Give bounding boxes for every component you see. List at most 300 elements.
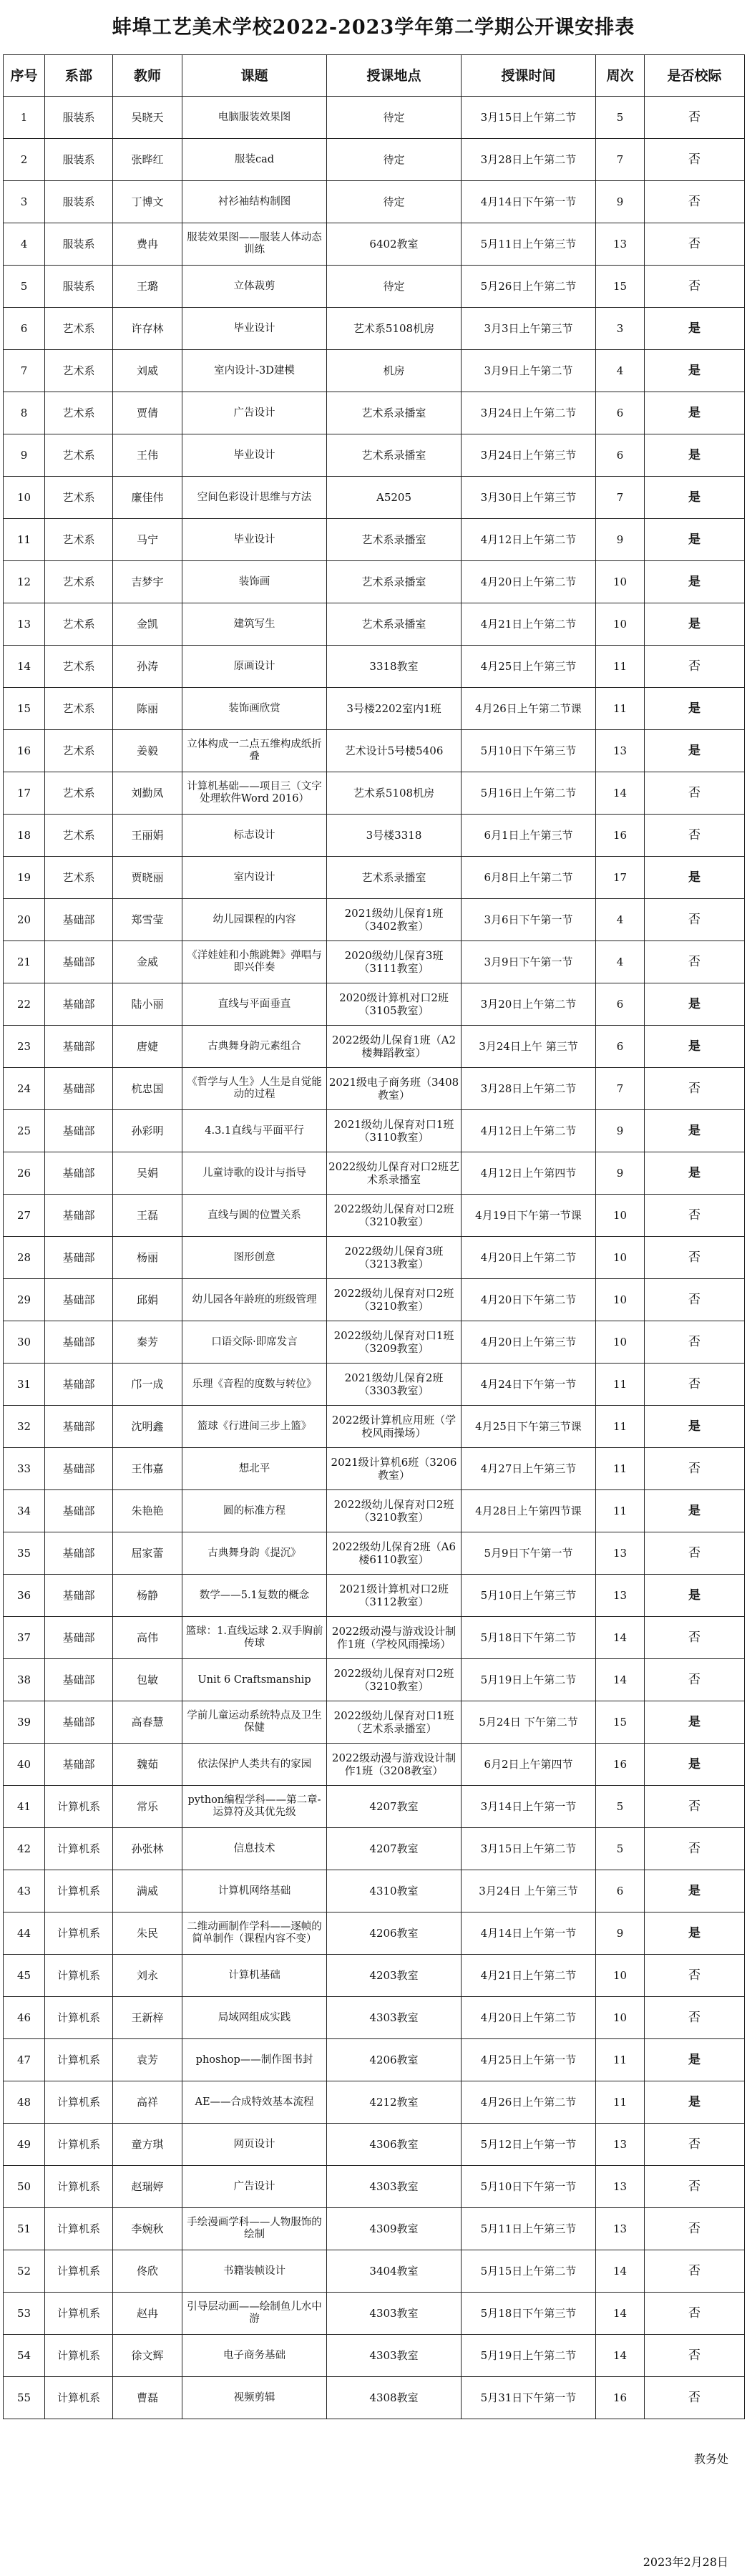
cell-teacher: 陈丽 [113, 688, 182, 730]
header-location: 授课地点 [327, 55, 462, 97]
cell-no: 36 [4, 1575, 45, 1617]
cell-week: 11 [596, 646, 645, 688]
cell-no: 32 [4, 1406, 45, 1448]
cell-location: 待定 [327, 181, 462, 223]
cell-no: 30 [4, 1321, 45, 1364]
cell-dept: 服装系 [45, 223, 113, 266]
cell-week: 14 [596, 2293, 645, 2335]
cell-teacher: 曹磊 [113, 2377, 182, 2419]
cell-time: 3月20日上午第二节 [462, 983, 596, 1026]
table-row [4, 97, 745, 139]
table-row [4, 2335, 745, 2377]
cell-location: 艺术系录播室 [327, 519, 462, 561]
cell-remote: 否 [645, 97, 745, 139]
cell-dept: 计算机系 [45, 1912, 113, 1955]
cell-teacher: 秦芳 [113, 1321, 182, 1364]
cell-week: 4 [596, 899, 645, 941]
cell-course: 儿童诗歌的设计与指导 [182, 1152, 327, 1195]
cell-week: 10 [596, 1279, 645, 1321]
cell-time: 5月19日上午第二节 [462, 1659, 596, 1701]
cell-location: 2022级幼儿保育对口1班（3209教室） [327, 1321, 462, 1364]
issue-date: 2023年2月28日 [643, 2555, 728, 2569]
cell-location: 3318教室 [327, 646, 462, 688]
cell-time: 5月11日上午第三节 [462, 2208, 596, 2250]
cell-no: 47 [4, 2039, 45, 2081]
cell-time: 3月28日上午第二节 [462, 1068, 596, 1110]
cell-course: 电脑服装效果图 [182, 97, 327, 139]
cell-location: 2022级幼儿保育对口2班（3210教室） [327, 1659, 462, 1701]
cell-dept: 基础部 [45, 1237, 113, 1279]
table-row [4, 1068, 745, 1110]
cell-dept: 计算机系 [45, 2124, 113, 2166]
cell-week: 6 [596, 1026, 645, 1068]
table-row [4, 2250, 745, 2293]
cell-no: 14 [4, 646, 45, 688]
cell-time: 3月9日上午第二节 [462, 350, 596, 392]
cell-no: 20 [4, 899, 45, 941]
cell-teacher: 王新梓 [113, 1997, 182, 2039]
cell-dept: 基础部 [45, 1279, 113, 1321]
cell-location: 待定 [327, 139, 462, 181]
cell-teacher: 金威 [113, 941, 182, 983]
cell-no: 42 [4, 1828, 45, 1870]
table-row [4, 1364, 745, 1406]
cell-remote: 否 [645, 223, 745, 266]
cell-no: 25 [4, 1110, 45, 1152]
table-row [4, 1828, 745, 1870]
cell-course: 圆的标准方程 [182, 1490, 327, 1532]
cell-course: 空间色彩设计思维与方法 [182, 477, 327, 519]
cell-course: 装饰画 [182, 561, 327, 603]
cell-dept: 基础部 [45, 1701, 113, 1744]
cell-dept: 基础部 [45, 1490, 113, 1532]
cell-week: 6 [596, 983, 645, 1026]
cell-remote: 是 [645, 308, 745, 350]
cell-week: 4 [596, 941, 645, 983]
cell-location: 2022级幼儿保育对口2班（3210教室） [327, 1279, 462, 1321]
cell-course: 标志设计 [182, 815, 327, 857]
cell-time: 5月19日上午第二节 [462, 2335, 596, 2377]
cell-dept: 计算机系 [45, 2377, 113, 2419]
cell-time: 5月12日上午第一节 [462, 2124, 596, 2166]
cell-week: 9 [596, 1152, 645, 1195]
cell-course: 室内设计 [182, 857, 327, 899]
cell-location: 2021级幼儿保育1班（3402教室） [327, 899, 462, 941]
cell-no: 40 [4, 1744, 45, 1786]
cell-teacher: 魏茹 [113, 1744, 182, 1786]
cell-time: 5月11日上午第三节 [462, 223, 596, 266]
cell-course: 《洋娃娃和小熊跳舞》弹唱与即兴伴奏 [182, 941, 327, 983]
cell-teacher: 贾晓丽 [113, 857, 182, 899]
cell-dept: 服装系 [45, 181, 113, 223]
cell-time: 4月28日上午第四节课 [462, 1490, 596, 1532]
cell-week: 13 [596, 2208, 645, 2250]
cell-teacher: 马宁 [113, 519, 182, 561]
cell-time: 4月25日下午第三节课 [462, 1406, 596, 1448]
cell-location: 2022级计算机应用班（学校风雨操场） [327, 1406, 462, 1448]
table-body [4, 97, 745, 2419]
cell-dept: 艺术系 [45, 646, 113, 688]
cell-week: 7 [596, 477, 645, 519]
cell-teacher: 徐文辉 [113, 2335, 182, 2377]
table-row [4, 223, 745, 266]
table-row [4, 2039, 745, 2081]
cell-course: 二维动画制作学科——逐帧的简单制作（课程内容不变） [182, 1912, 327, 1955]
table-row [4, 983, 745, 1026]
cell-dept: 艺术系 [45, 434, 113, 477]
cell-week: 9 [596, 519, 645, 561]
cell-remote: 否 [645, 646, 745, 688]
table-row [4, 2293, 745, 2335]
cell-teacher: 刘勤凤 [113, 772, 182, 815]
cell-no: 10 [4, 477, 45, 519]
cell-week: 10 [596, 1997, 645, 2039]
table-row [4, 1448, 745, 1490]
cell-remote: 否 [645, 2208, 745, 2250]
cell-teacher: 赵瑞婷 [113, 2166, 182, 2208]
cell-course: 计算机基础 [182, 1955, 327, 1997]
cell-course: 广告设计 [182, 392, 327, 434]
cell-course: 毕业设计 [182, 519, 327, 561]
cell-week: 5 [596, 97, 645, 139]
cell-time: 3月9日下午第一节 [462, 941, 596, 983]
cell-dept: 基础部 [45, 1321, 113, 1364]
cell-remote: 是 [645, 477, 745, 519]
cell-time: 4月20日上午第三节 [462, 1321, 596, 1364]
table-row [4, 519, 745, 561]
cell-course: 数学——5.1复数的概念 [182, 1575, 327, 1617]
cell-dept: 计算机系 [45, 1828, 113, 1870]
cell-time: 4月25日上午第三节 [462, 646, 596, 688]
cell-location: 2022级动漫与游戏设计制作1班（学校风雨操场） [327, 1617, 462, 1659]
table-row [4, 1870, 745, 1912]
cell-no: 24 [4, 1068, 45, 1110]
cell-time: 4月20日上午第二节 [462, 1997, 596, 2039]
cell-week: 7 [596, 139, 645, 181]
cell-location: 2022级幼儿保育对口2班（3210教室） [327, 1490, 462, 1532]
cell-location: 3号楼3318 [327, 815, 462, 857]
cell-no: 43 [4, 1870, 45, 1912]
cell-remote: 是 [645, 1152, 745, 1195]
table-row [4, 646, 745, 688]
table-row [4, 2166, 745, 2208]
cell-remote: 是 [645, 519, 745, 561]
cell-location: 机房 [327, 350, 462, 392]
cell-location: 2021级计算机对口2班（3112教室） [327, 1575, 462, 1617]
cell-no: 13 [4, 603, 45, 646]
cell-course: 引导层动画——绘制鱼儿水中游 [182, 2293, 327, 2335]
cell-remote: 否 [645, 1364, 745, 1406]
cell-remote: 否 [645, 2377, 745, 2419]
cell-week: 9 [596, 1110, 645, 1152]
cell-course: 直线与圆的位置关系 [182, 1195, 327, 1237]
cell-teacher: 童方琪 [113, 2124, 182, 2166]
header-dept: 系部 [45, 55, 113, 97]
cell-week: 16 [596, 2377, 645, 2419]
cell-course: 广告设计 [182, 2166, 327, 2208]
cell-course: 古典舞身韵《提沉》 [182, 1532, 327, 1575]
cell-teacher: 王丽娟 [113, 815, 182, 857]
cell-time: 5月10日下午第一节 [462, 2166, 596, 2208]
cell-location: 艺术系5108机房 [327, 772, 462, 815]
table-row [4, 477, 745, 519]
table-row [4, 1026, 745, 1068]
table-row [4, 857, 745, 899]
cell-week: 10 [596, 1321, 645, 1364]
cell-course: 直线与平面垂直 [182, 983, 327, 1026]
table-row [4, 1110, 745, 1152]
cell-time: 4月25日上午第一节 [462, 2039, 596, 2081]
cell-location: 4310教室 [327, 1870, 462, 1912]
cell-location: 4206教室 [327, 1912, 462, 1955]
cell-teacher: 刘永 [113, 1955, 182, 1997]
cell-location: 2020级计算机对口2班（3105教室） [327, 983, 462, 1026]
cell-remote: 否 [645, 2166, 745, 2208]
cell-no: 12 [4, 561, 45, 603]
cell-week: 16 [596, 815, 645, 857]
cell-no: 37 [4, 1617, 45, 1659]
cell-course: 信息技术 [182, 1828, 327, 1870]
table-row [4, 815, 745, 857]
cell-week: 10 [596, 1195, 645, 1237]
cell-course: 立体裁剪 [182, 266, 327, 308]
cell-time: 3月15日上午第二节 [462, 97, 596, 139]
cell-dept: 基础部 [45, 1448, 113, 1490]
cell-remote: 否 [645, 1448, 745, 1490]
table-row [4, 561, 745, 603]
table-row [4, 1744, 745, 1786]
cell-teacher: 王璐 [113, 266, 182, 308]
cell-dept: 计算机系 [45, 2081, 113, 2124]
cell-location: 3号楼2202室内1班 [327, 688, 462, 730]
cell-time: 4月26日上午第二节 [462, 2081, 596, 2124]
cell-location: 2022级幼儿保育1班（A2楼舞蹈教室） [327, 1026, 462, 1068]
cell-dept: 服装系 [45, 97, 113, 139]
cell-no: 29 [4, 1279, 45, 1321]
cell-dept: 基础部 [45, 1110, 113, 1152]
cell-location: 艺术设计5号楼5406 [327, 730, 462, 772]
cell-remote: 否 [645, 941, 745, 983]
cell-location: 2022级幼儿保育对口2班（3210教室） [327, 1195, 462, 1237]
cell-teacher: 王伟 [113, 434, 182, 477]
cell-no: 46 [4, 1997, 45, 2039]
cell-teacher: 朱艳艳 [113, 1490, 182, 1532]
cell-course: 建筑写生 [182, 603, 327, 646]
cell-week: 10 [596, 561, 645, 603]
cell-week: 11 [596, 1364, 645, 1406]
table-row [4, 1195, 745, 1237]
cell-teacher: 郑雪莹 [113, 899, 182, 941]
table-row [4, 2377, 745, 2419]
cell-remote: 否 [645, 1786, 745, 1828]
table-row [4, 434, 745, 477]
cell-time: 4月12日上午第二节 [462, 1110, 596, 1152]
cell-location: 2021级幼儿保育2班（3303教室） [327, 1364, 462, 1406]
cell-time: 4月12日上午第二节 [462, 519, 596, 561]
cell-dept: 艺术系 [45, 519, 113, 561]
cell-week: 11 [596, 1406, 645, 1448]
cell-week: 10 [596, 1237, 645, 1279]
cell-teacher: 孙涛 [113, 646, 182, 688]
cell-location: 4212教室 [327, 2081, 462, 2124]
cell-course: AE——合成特效基本流程 [182, 2081, 327, 2124]
cell-location: 2020级幼儿保育3班（3111教室） [327, 941, 462, 983]
cell-course: Unit 6 Craftsmanship [182, 1659, 327, 1701]
table-row [4, 1955, 745, 1997]
cell-dept: 艺术系 [45, 561, 113, 603]
cell-week: 9 [596, 181, 645, 223]
cell-location: 2021级电子商务班（3408教室） [327, 1068, 462, 1110]
cell-dept: 基础部 [45, 983, 113, 1026]
cell-time: 4月20日上午第二节 [462, 561, 596, 603]
cell-remote: 否 [645, 2250, 745, 2293]
cell-no: 1 [4, 97, 45, 139]
cell-week: 10 [596, 1955, 645, 1997]
cell-location: 4206教室 [327, 2039, 462, 2081]
cell-time: 6月8日上午第二节 [462, 857, 596, 899]
cell-week: 11 [596, 688, 645, 730]
cell-remote: 是 [645, 350, 745, 392]
cell-dept: 基础部 [45, 1152, 113, 1195]
cell-remote: 是 [645, 1744, 745, 1786]
cell-dept: 基础部 [45, 1406, 113, 1448]
header-course: 课题 [182, 55, 327, 97]
cell-remote: 否 [645, 1997, 745, 2039]
cell-time: 3月14日上午第一节 [462, 1786, 596, 1828]
cell-no: 5 [4, 266, 45, 308]
cell-dept: 计算机系 [45, 2208, 113, 2250]
cell-course: 衬衫袖结构制图 [182, 181, 327, 223]
cell-teacher: 包敏 [113, 1659, 182, 1701]
cell-remote: 是 [645, 1701, 745, 1744]
cell-course: 想北平 [182, 1448, 327, 1490]
cell-course: 服装效果图——服装人体动态训练 [182, 223, 327, 266]
cell-location: 2022级动漫与游戏设计制作1班（3208教室） [327, 1744, 462, 1786]
cell-time: 4月24日下午第一节 [462, 1364, 596, 1406]
cell-location: 6402教室 [327, 223, 462, 266]
cell-remote: 否 [645, 2293, 745, 2335]
cell-dept: 基础部 [45, 1026, 113, 1068]
cell-teacher: 唐婕 [113, 1026, 182, 1068]
cell-remote: 否 [645, 1237, 745, 1279]
cell-teacher: 吉梦宇 [113, 561, 182, 603]
cell-time: 5月18日下午第三节 [462, 2293, 596, 2335]
page-title: 蚌埠工艺美术学校2022-2023学年第二学期公开课安排表 [112, 16, 635, 39]
cell-time: 3月24日上午第二节 [462, 392, 596, 434]
cell-teacher: 佟欣 [113, 2250, 182, 2293]
cell-remote: 是 [645, 1575, 745, 1617]
table-row [4, 1321, 745, 1364]
cell-teacher: 高春慧 [113, 1701, 182, 1744]
cell-week: 14 [596, 1659, 645, 1701]
cell-dept: 计算机系 [45, 2335, 113, 2377]
table-row [4, 266, 745, 308]
cell-dept: 艺术系 [45, 857, 113, 899]
cell-dept: 计算机系 [45, 1786, 113, 1828]
cell-remote: 是 [645, 1912, 745, 1955]
cell-teacher: 邝一成 [113, 1364, 182, 1406]
cell-course: 乐理《音程的度数与转位》 [182, 1364, 327, 1406]
cell-teacher: 朱民 [113, 1912, 182, 1955]
cell-remote: 否 [645, 1195, 745, 1237]
cell-dept: 基础部 [45, 899, 113, 941]
table-row [4, 1701, 745, 1744]
cell-week: 13 [596, 2124, 645, 2166]
cell-teacher: 常乐 [113, 1786, 182, 1828]
cell-teacher: 孙彩明 [113, 1110, 182, 1152]
cell-week: 14 [596, 2250, 645, 2293]
cell-dept: 艺术系 [45, 350, 113, 392]
cell-teacher: 吴娟 [113, 1152, 182, 1195]
cell-dept: 基础部 [45, 1575, 113, 1617]
cell-dept: 艺术系 [45, 772, 113, 815]
cell-remote: 否 [645, 815, 745, 857]
cell-remote: 是 [645, 561, 745, 603]
cell-remote: 是 [645, 688, 745, 730]
cell-week: 11 [596, 1490, 645, 1532]
cell-week: 5 [596, 1828, 645, 1870]
cell-teacher: 高祥 [113, 2081, 182, 2124]
cell-no: 55 [4, 2377, 45, 2419]
cell-course: 立体构成一二点五维构成纸折叠 [182, 730, 327, 772]
cell-course: python编程学科——第二章-运算符及其优先级 [182, 1786, 327, 1828]
table-row [4, 2081, 745, 2124]
cell-dept: 艺术系 [45, 308, 113, 350]
cell-no: 53 [4, 2293, 45, 2335]
cell-location: 艺术系录播室 [327, 392, 462, 434]
cell-week: 6 [596, 1870, 645, 1912]
cell-dept: 计算机系 [45, 2293, 113, 2335]
cell-remote: 否 [645, 2335, 745, 2377]
cell-dept: 基础部 [45, 1068, 113, 1110]
table-row [4, 1490, 745, 1532]
cell-location: 4203教室 [327, 1955, 462, 1997]
cell-location: 4303教室 [327, 2293, 462, 2335]
cell-time: 5月18日下午第二节 [462, 1617, 596, 1659]
cell-no: 27 [4, 1195, 45, 1237]
cell-no: 50 [4, 2166, 45, 2208]
cell-remote: 是 [645, 1870, 745, 1912]
cell-teacher: 廉佳伟 [113, 477, 182, 519]
cell-no: 7 [4, 350, 45, 392]
cell-time: 4月19日下午第一节课 [462, 1195, 596, 1237]
table-row [4, 772, 745, 815]
cell-location: 4207教室 [327, 1828, 462, 1870]
cell-course: 毕业设计 [182, 308, 327, 350]
cell-week: 6 [596, 434, 645, 477]
cell-location: 2022级幼儿保育对口2班艺术系录播室 [327, 1152, 462, 1195]
cell-time: 5月10日下午第三节 [462, 730, 596, 772]
cell-location: 2021级计算机6班（3206教室） [327, 1448, 462, 1490]
cell-no: 19 [4, 857, 45, 899]
table-row [4, 1237, 745, 1279]
cell-remote: 否 [645, 1617, 745, 1659]
cell-course: 幼儿园各年龄班的班级管理 [182, 1279, 327, 1321]
cell-no: 31 [4, 1364, 45, 1406]
cell-time: 4月14日下午第一节 [462, 181, 596, 223]
cell-course: 幼儿园课程的内容 [182, 899, 327, 941]
cell-teacher: 许存林 [113, 308, 182, 350]
cell-teacher: 贾倩 [113, 392, 182, 434]
cell-teacher: 张晔红 [113, 139, 182, 181]
cell-course: 篮球《行进间三步上篮》 [182, 1406, 327, 1448]
cell-week: 14 [596, 1617, 645, 1659]
cell-week: 14 [596, 2335, 645, 2377]
cell-week: 3 [596, 308, 645, 350]
table-row [4, 181, 745, 223]
cell-remote: 是 [645, 730, 745, 772]
cell-course: 计算机基础——项目三（文字处理软件Word 2016） [182, 772, 327, 815]
